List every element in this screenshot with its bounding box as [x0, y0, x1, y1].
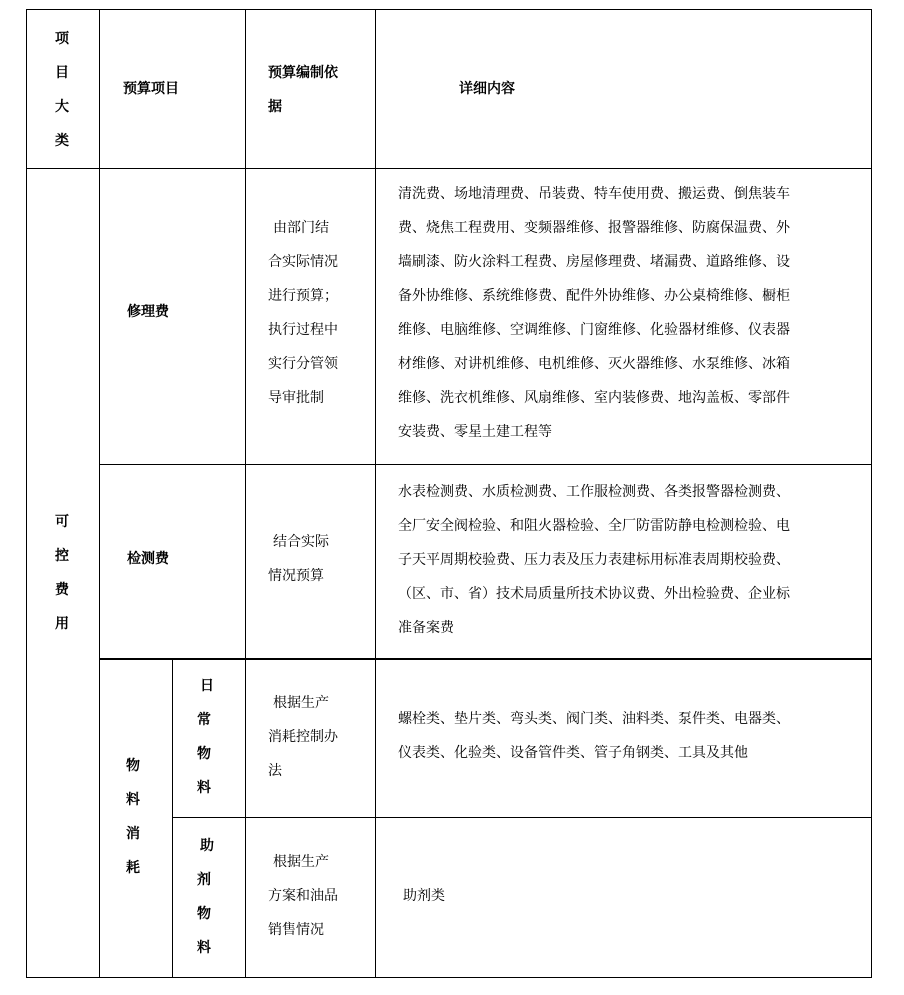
repair-basis-line: 由部门结: [273, 220, 329, 236]
daily-basis-line: 消耗控制办: [268, 729, 338, 745]
additive-basis-line: 根据生产: [273, 854, 329, 870]
group-label-char: 费: [55, 582, 69, 598]
rule-col1: [99, 9, 100, 978]
repair-basis-line: 合实际情况: [268, 254, 338, 270]
materials-label-char: 消: [126, 826, 140, 842]
group-label-char: 可: [55, 514, 69, 530]
rule-col2: [245, 9, 246, 978]
materials-label-char: 料: [126, 792, 140, 808]
testing-detail-line: （区、市、省）技术局质量所技术协议费、外出检验费、企业标: [398, 586, 790, 602]
rule-top: [26, 9, 872, 10]
rule-subcol: [172, 659, 173, 978]
repair-basis-line: 导审批制: [268, 390, 324, 406]
header-item: 预算项目: [123, 81, 179, 97]
additive-basis-line: 销售情况: [268, 922, 324, 938]
testing-basis-line: 结合实际: [273, 534, 329, 550]
group-label-char: 控: [55, 548, 69, 564]
additive-detail: 助剂类: [403, 888, 445, 904]
additive-name-char: 料: [197, 940, 211, 956]
repair-detail-line: 备外协维修、系统维修费、配件外协维修、办公桌椅维修、橱柜: [398, 288, 790, 304]
testing-basis-line: 情况预算: [268, 568, 324, 584]
header-category-char: 项: [55, 31, 69, 47]
testing-detail-line: 水表检测费、水质检测费、工作服检测费、各类报警器检测费、: [398, 484, 790, 500]
daily-basis-line: 法: [268, 763, 282, 779]
group-label-char: 用: [55, 616, 69, 632]
repair-basis-line: 进行预算；: [268, 288, 338, 304]
testing-detail-line: 准备案费: [398, 620, 454, 636]
rule-header-bottom: [26, 168, 872, 169]
daily-detail-line: 螺栓类、垫片类、弯头类、阀门类、油料类、泵件类、电器类、: [398, 711, 790, 727]
repair-detail-line: 材维修、对讲机维修、电机维修、灭火器维修、水泵维修、冰箱: [398, 356, 790, 372]
budget-table: [26, 9, 872, 978]
repair-detail-line: 维修、电脑维修、空调维修、门窗维修、化验器材维修、仪表器: [398, 322, 790, 338]
rule-repair-bottom: [99, 464, 872, 465]
daily-name-char: 常: [197, 712, 211, 728]
header-category-char: 大: [55, 99, 69, 115]
repair-name: 修理费: [127, 304, 169, 320]
repair-detail-line: 费、烧焦工程费用、变频器维修、报警器维修、防腐保温费、外: [398, 220, 790, 236]
testing-name: 检测费: [127, 551, 169, 567]
repair-detail-line: 安装费、零星土建工程等: [398, 424, 552, 440]
additive-name-char: 剂: [197, 872, 211, 888]
daily-name-char: 料: [197, 780, 211, 796]
additive-basis-line: 方案和油品: [268, 888, 338, 904]
repair-detail-line: 墙刷漆、防火涂料工程费、房屋修理费、堵漏费、道路维修、设: [398, 254, 790, 270]
materials-label-char: 物: [126, 758, 140, 774]
header-basis-line: 预算编制依: [268, 65, 338, 81]
additive-name-char: 助: [200, 838, 214, 854]
header-category-char: 类: [55, 133, 69, 149]
materials-label-char: 耗: [126, 860, 140, 876]
header-basis-line: 据: [268, 99, 282, 115]
daily-basis-line: 根据生产: [273, 695, 329, 711]
testing-detail-line: 全厂安全阀检验、和阻火器检验、全厂防雷防静电检测检验、电: [398, 518, 790, 534]
rule-bottom: [26, 977, 872, 978]
daily-detail-line: 仪表类、化验类、设备管件类、管子角钢类、工具及其他: [398, 745, 748, 761]
daily-name-char: 物: [197, 746, 211, 762]
rule-testing-bottom: [99, 658, 872, 660]
repair-detail-line: 清洗费、场地清理费、吊装费、特车使用费、搬运费、倒焦装车: [398, 186, 790, 202]
repair-basis-line: 实行分管领: [268, 356, 338, 372]
testing-detail-line: 子天平周期校验费、压力表及压力表建标用标准表周期校验费、: [398, 552, 790, 568]
rule-left: [26, 9, 27, 978]
rule-col3: [375, 9, 376, 978]
repair-basis-line: 执行过程中: [268, 322, 338, 338]
header-detail: 详细内容: [459, 81, 515, 97]
header-category-char: 目: [55, 65, 69, 81]
rule-daily-bottom: [172, 817, 872, 818]
rule-right: [871, 9, 872, 978]
additive-name-char: 物: [197, 906, 211, 922]
repair-detail-line: 维修、洗衣机维修、风扇维修、室内装修费、地沟盖板、零部件: [398, 390, 790, 406]
daily-name-char: 日: [200, 678, 214, 694]
